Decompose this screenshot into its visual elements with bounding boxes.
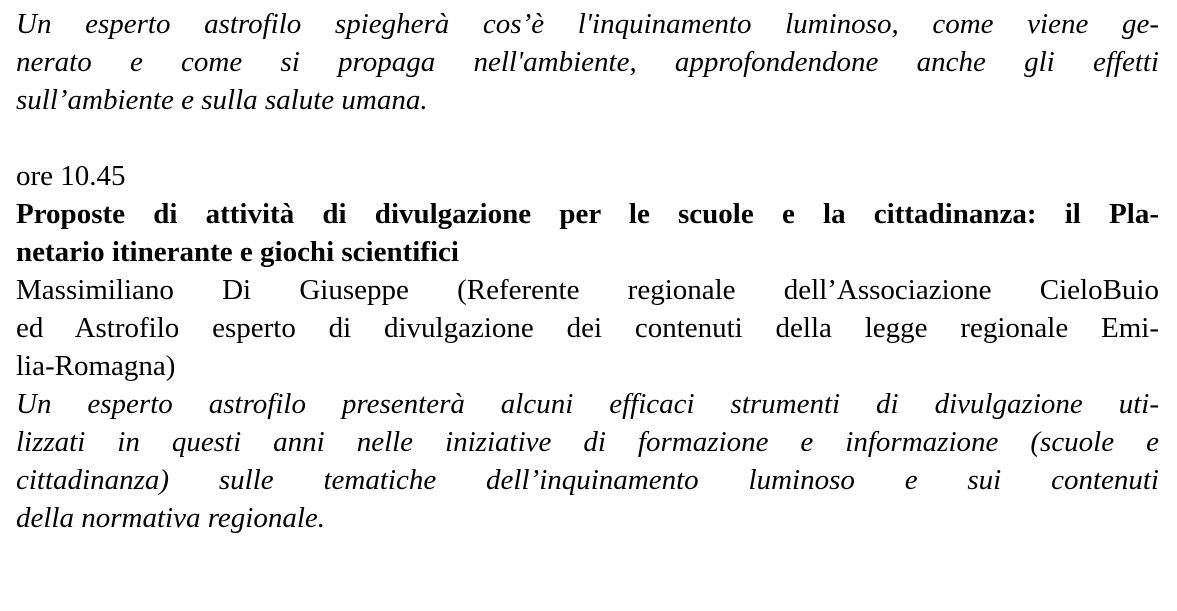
session-abstract-line: della normativa regionale. [16, 502, 326, 534]
session-abstract-line: Un esperto astrofilo presenterà alcuni efficaci strumenti di divulgazione uti- [16, 388, 1159, 420]
intro-abstract-line: Un esperto astrofilo spiegherà cos’è l'inquinamento luminoso, come viene ge- [16, 8, 1159, 40]
session-speaker-line: ed Astrofilo esperto di divulgazione dei contenuti della legge regionale Emi- [16, 312, 1159, 344]
session-speaker-line: lia-Romagna) [16, 350, 176, 382]
session-title-line: Proposte di attività di divulgazione per le scuole e la cittadinanza: il Pla- [16, 198, 1159, 230]
session-speaker-line: Massimiliano Di Giuseppe (Referente regionale dell’Associazione CieloBuio [16, 274, 1159, 306]
paragraph-gap [16, 119, 1159, 157]
intro-abstract-line: nerato e come si propaga nell'ambiente, approfondendone anche gli effetti [16, 46, 1159, 78]
session-abstract-line: lizzati in questi anni nelle iniziative di formazione e informazione (scuole e [16, 426, 1159, 458]
session-abstract-line: cittadinanza) sulle tematiche dell’inquinamento luminoso e sui contenuti [16, 464, 1159, 496]
session-title-line: netario itinerante e giochi scientifici [16, 236, 459, 268]
document-page [16, 0, 1159, 537]
session-block [16, 157, 1159, 537]
intro-abstract-line: sull’ambiente e sulla salute umana. [16, 84, 428, 116]
session-time: ore 10.45 [16, 160, 126, 192]
intro-abstract [16, 5, 1159, 119]
